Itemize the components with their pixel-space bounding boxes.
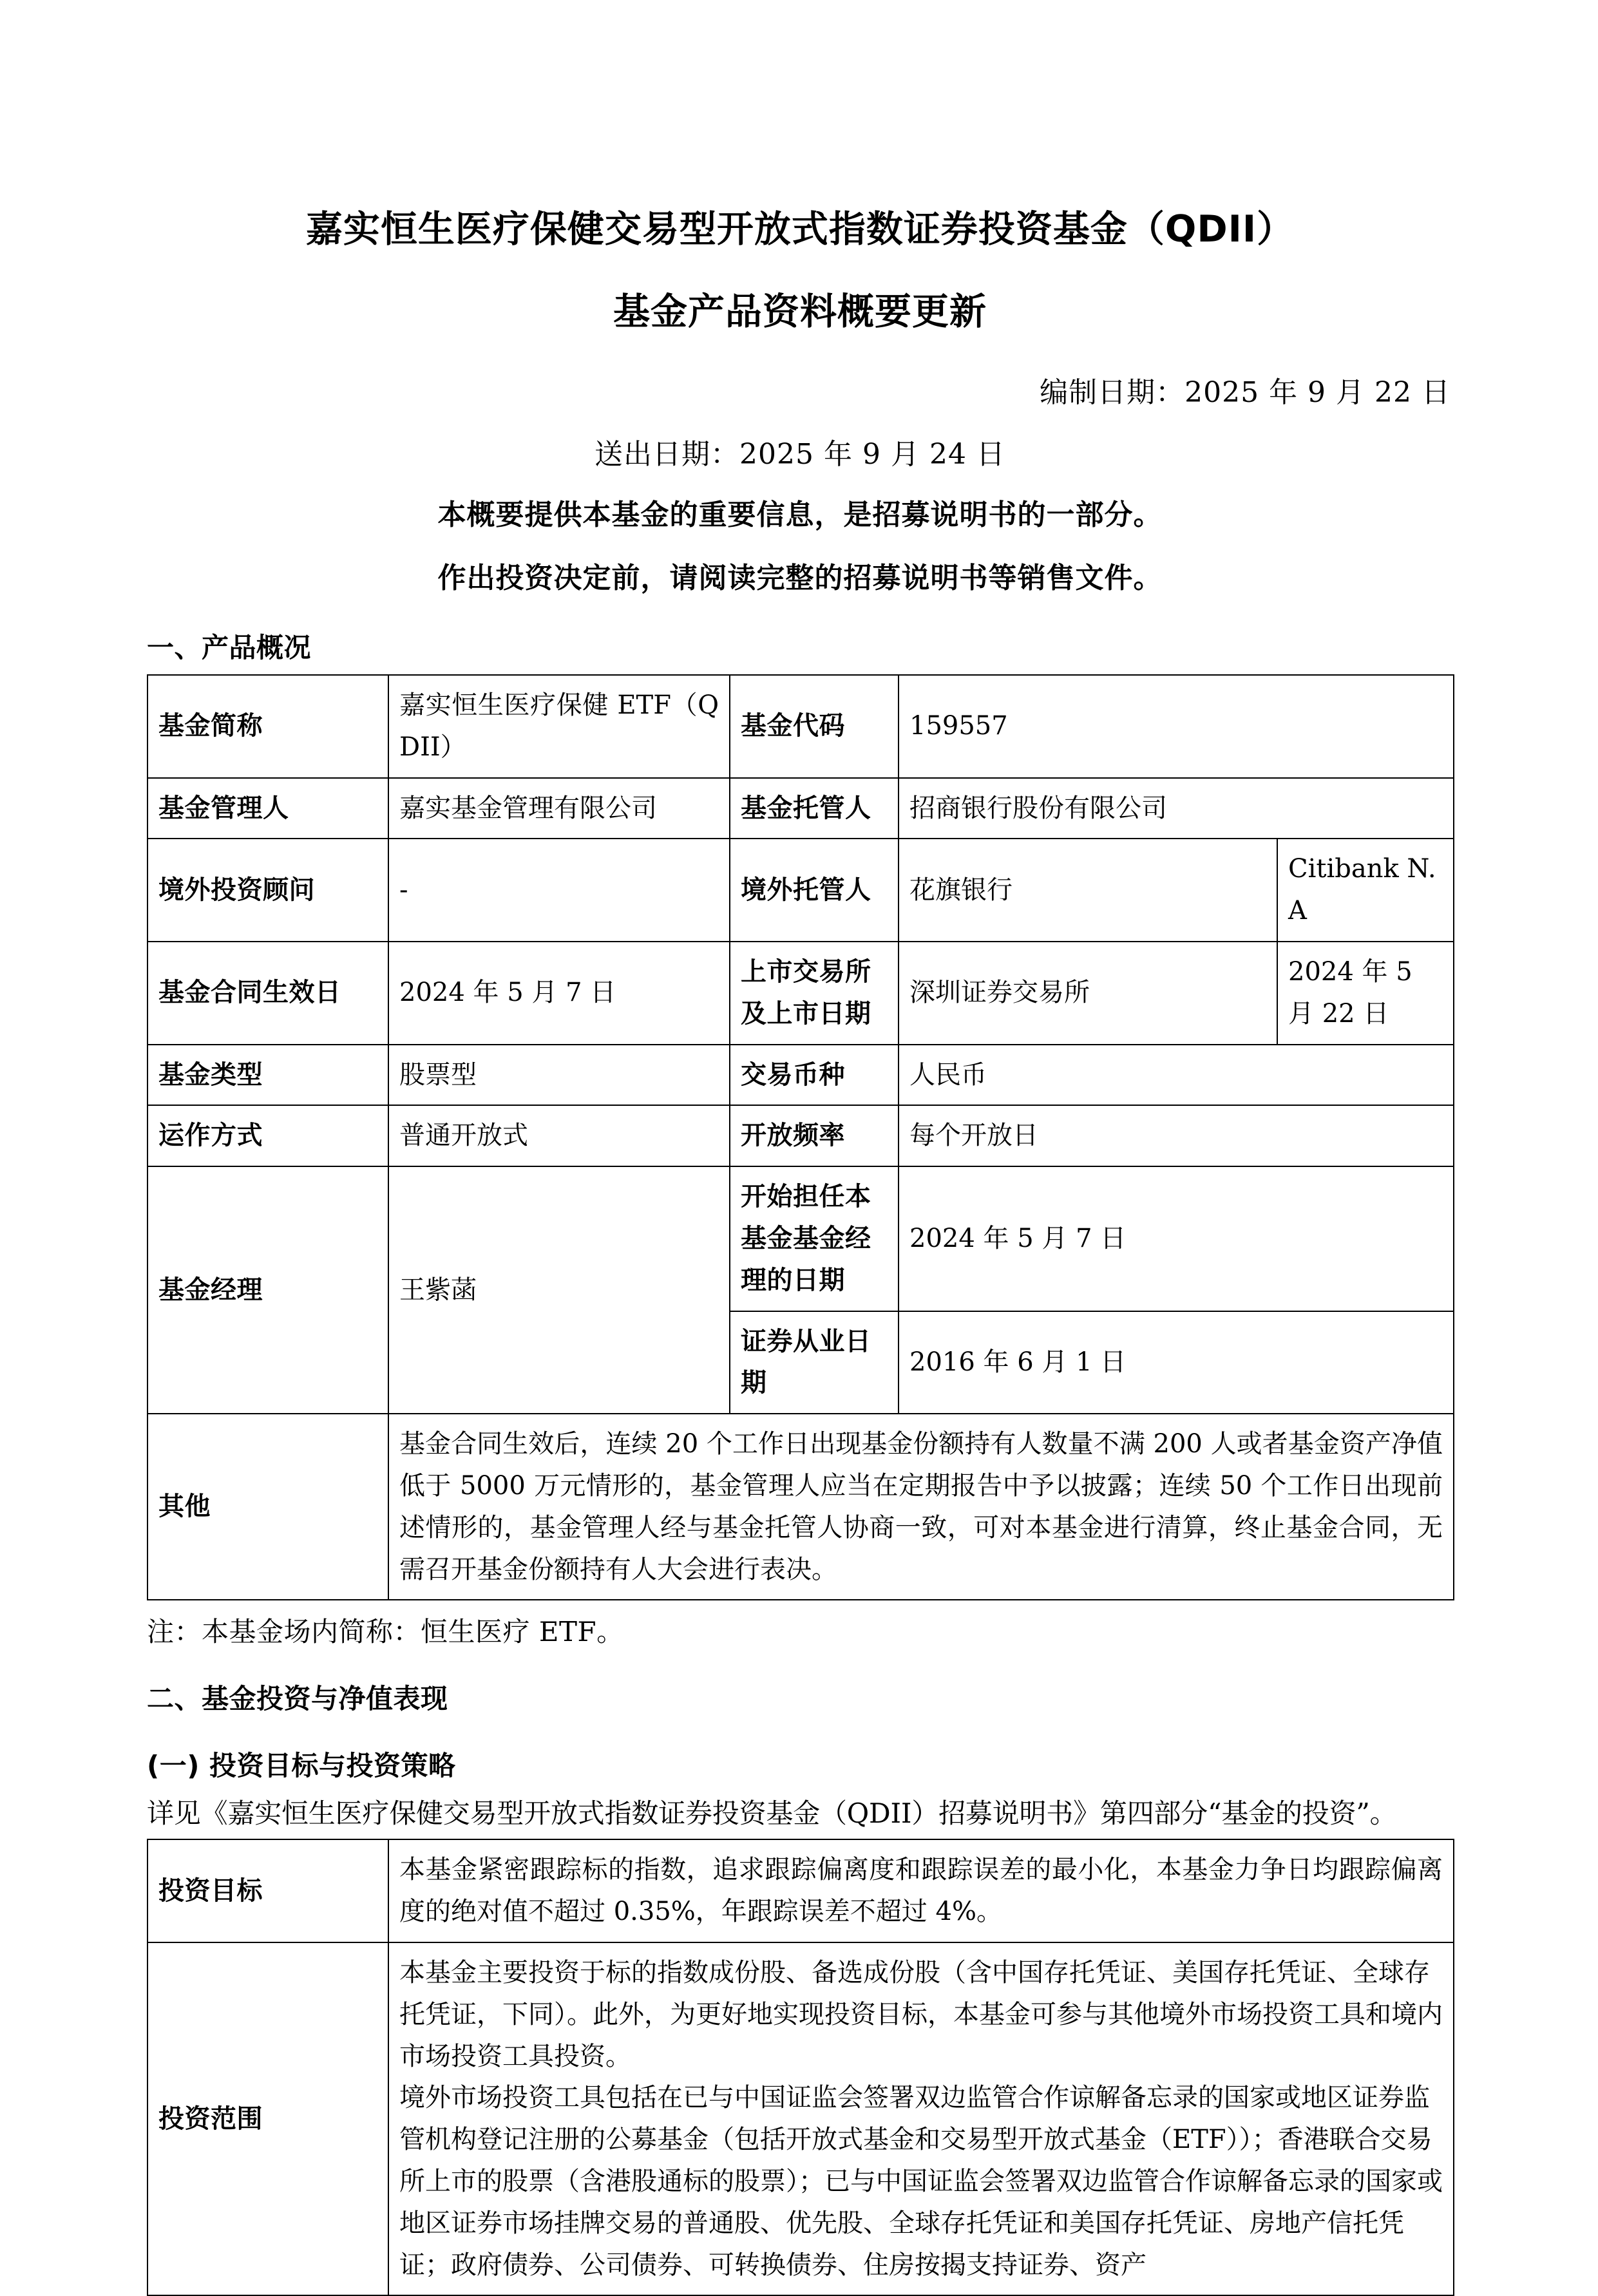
cell-objective-label: 投资目标: [147, 1839, 388, 1942]
cell-securities-career-value: 2016 年 6 月 1 日: [899, 1311, 1454, 1414]
cell-overseas-advisor-label: 境外投资顾问: [147, 839, 388, 942]
fund-short-name-note: 注：本基金场内简称：恒生医疗 ETF。: [147, 1616, 624, 1648]
compile-date: 编制日期：2025 年 9 月 22 日: [1040, 376, 1451, 409]
table-row: [147, 1166, 1454, 1311]
cell-fund-type-value: 股票型: [388, 1045, 730, 1106]
cell-fund-custodian-value: 招商银行股份有限公司: [899, 778, 1454, 839]
cell-fund-custodian-label: 基金托管人: [730, 778, 899, 839]
cell-start-date-value: 2024 年 5 月 7 日: [899, 1166, 1454, 1311]
cell-contract-effective-value: 2024 年 5 月 7 日: [388, 942, 730, 1045]
cell-listing-exchange-value: 深圳证券交易所: [899, 942, 1277, 1045]
cell-trading-currency-label: 交易币种: [730, 1045, 899, 1106]
table-row: [147, 839, 1454, 942]
cell-fund-type-label: 基金类型: [147, 1045, 388, 1106]
table-row: [147, 1942, 1454, 2295]
cell-securities-career-label: 证券从业日期: [730, 1311, 899, 1414]
cell-listing-date-value: 2024 年 5 月 22 日: [1277, 942, 1454, 1045]
cell-fund-manager-person-label: 基金经理: [147, 1166, 388, 1414]
cell-other-label: 其他: [147, 1414, 388, 1600]
cell-start-date-label: 开始担任本基金基金经理的日期: [730, 1166, 899, 1311]
table-row: [147, 1105, 1454, 1166]
table-row: [147, 1045, 1454, 1106]
scope-paragraph-1: 本基金主要投资于标的指数成份股、备选成份股（含中国存托凭证、美国存托凭证、全球存托凭证，下同）。此外，为更好地实现投资目标，本基金可参与其他境外市场投资工具和境内市场投资工具投资。: [399, 1957, 1443, 2071]
cell-fund-short-name-value: 嘉实恒生医疗保健 ETF（QDII）: [388, 675, 730, 778]
section-heading-product-overview: 一、产品概况: [147, 632, 312, 663]
prospectus-reference-line: 详见《嘉实恒生医疗保健交易型开放式指数证券投资基金（QDII）招募说明书》第四部分“基金的投资”。: [147, 1798, 1397, 1830]
cell-overseas-custodian-value-en: Citibank N.A: [1277, 839, 1454, 942]
cell-fund-code-value: 159557: [899, 675, 1454, 778]
product-overview-table: [147, 674, 1454, 1600]
subheading-investment-objective-strategy: (一) 投资目标与投资策略: [147, 1750, 456, 1782]
cell-fund-manager-value: 嘉实基金管理有限公司: [388, 778, 730, 839]
cell-operation-mode-label: 运作方式: [147, 1105, 388, 1166]
section-heading-investment-performance: 二、基金投资与净值表现: [147, 1683, 448, 1715]
cell-scope-label: 投资范围: [147, 1942, 388, 2295]
table-row: [147, 778, 1454, 839]
cell-listing-exchange-label: 上市交易所及上市日期: [730, 942, 899, 1045]
cell-overseas-custodian-value-cn: 花旗银行: [899, 839, 1277, 942]
send-date: 送出日期：2025 年 9 月 24 日: [594, 438, 1005, 471]
page-content: [147, 0, 1453, 2296]
table-row: [147, 1414, 1454, 1600]
scope-paragraph-2: 境外市场投资工具包括在已与中国证监会签署双边监管合作谅解备忘录的国家或地区证券监管机构登记注册的公募基金（包括开放式基金和交易型开放式基金（ETF））；香港联合交易所上市的股票（含港股通标的股票）；已与中国证监会签署双边监管合作谅解备忘录的国家或地区证券市场挂牌交易的普通股、优先股、全球存托凭证和美国存托凭证、房地产信托凭证；政府债券、公司债券、可转换债券、住房按揭支持证券、资产: [399, 2083, 1443, 2280]
cell-other-value: 基金合同生效后，连续 20 个工作日出现基金份额持有人数量不满 200 人或者基金资产净值低于 5000 万元情形的，基金管理人应当在定期报告中予以披露；连续 50 个工作日出现前述情形的，基金管理人经与基金托管人协商一致，可对本基金进行清算，终止基金合同，无需召开基金份额持有人大会进行表决。: [388, 1414, 1454, 1600]
table-row: [147, 942, 1454, 1045]
cell-fund-short-name-label: 基金简称: [147, 675, 388, 778]
cell-objective-value: 本基金紧密跟踪标的指数，追求跟踪偏离度和跟踪误差的最小化，本基金力争日均跟踪偏离度的绝对值不超过 0.35%，年跟踪误差不超过 4%。: [388, 1839, 1454, 1942]
notice-line-1: 本概要提供本基金的重要信息，是招募说明书的一部分。: [437, 498, 1163, 531]
cell-fund-code-label: 基金代码: [730, 675, 899, 778]
table-row: [147, 1839, 1454, 1942]
cell-contract-effective-label: 基金合同生效日: [147, 942, 388, 1045]
notice-line-2: 作出投资决定前，请阅读完整的招募说明书等销售文件。: [437, 562, 1163, 594]
cell-fund-manager-label: 基金管理人: [147, 778, 388, 839]
cell-scope-value: [388, 1942, 1454, 2295]
cell-overseas-custodian-label: 境外托管人: [730, 839, 899, 942]
investment-objective-table: [147, 1839, 1454, 2296]
cell-overseas-advisor-value: -: [388, 839, 730, 942]
table-row: [147, 675, 1454, 778]
cell-trading-currency-value: 人民币: [899, 1045, 1454, 1106]
cell-open-frequency-value: 每个开放日: [899, 1105, 1454, 1166]
cell-operation-mode-value: 普通开放式: [388, 1105, 730, 1166]
cell-fund-manager-person-value: 王紫菡: [388, 1166, 730, 1414]
cell-open-frequency-label: 开放频率: [730, 1105, 899, 1166]
document-title-line1: 嘉实恒生医疗保健交易型开放式指数证券投资基金（QDII）: [305, 208, 1295, 251]
document-title-line2: 基金产品资料概要更新: [613, 290, 987, 333]
